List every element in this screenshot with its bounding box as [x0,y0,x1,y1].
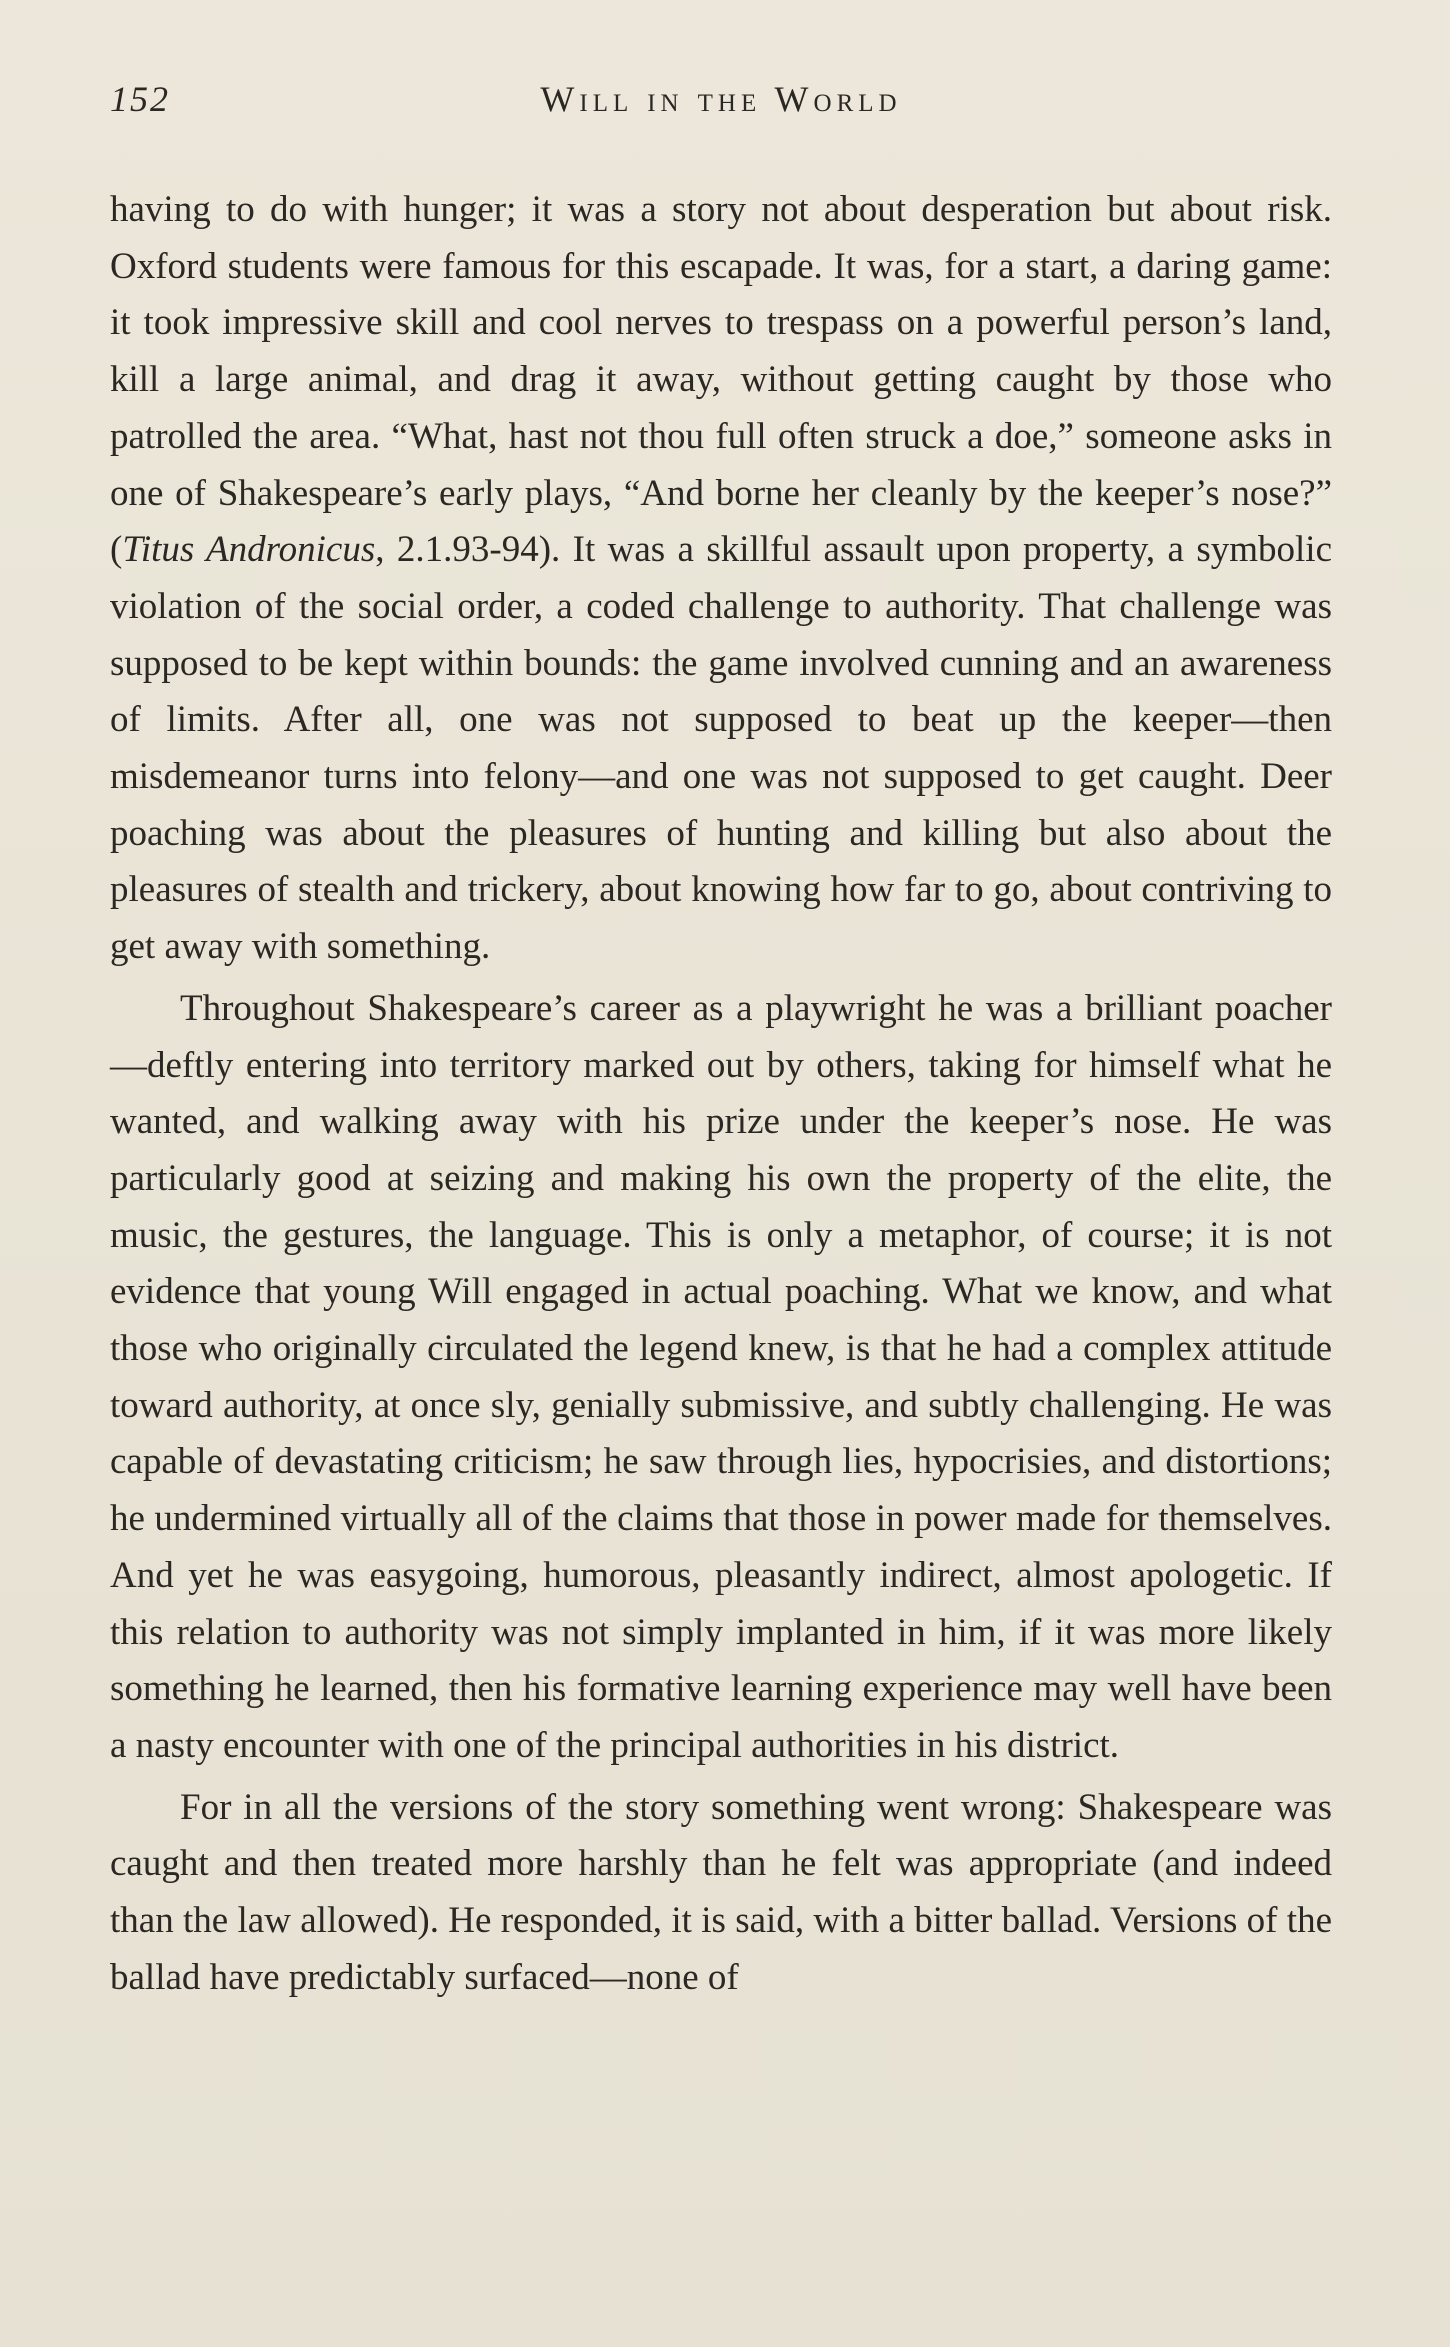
running-head [110,78,1332,128]
book-title: Will in the World [540,79,902,119]
page-number: 152 [110,79,170,119]
play-title-italic: Titus Andronicus [122,529,376,571]
paragraph-1-text-b: , 2.1.93-94). It was a skillful assault upon property, a symbolic violation of the social order, a coded challenge to authority. That challenge was supposed to be kept within bounds: the game involved cunning and an awareness of limits. After all, one was not supposed to beat up the keeper—then misdemeanor turns into felony—and one was not supposed to get caught. Deer poaching was about the pleasures of hunting and killing but also about the pleasures of stealth and trickery, about knowing how far to go, about contriving to get away with something. [110,529,1332,968]
paragraph-3: For in all the versions of the story something went wrong: Shakespeare was caught and then treated more harshly than he felt was appropriate (and indeed than the law allowed). He responded, it is said, with a bitter ballad. Versions of the ballad have predictably surfaced—none of [110,1786,1332,1998]
paragraph-1 [110,182,1332,976]
paragraph-1-text-a: having to do with hunger; it was a story not about desperation but about risk. Oxford students were famous for this escapade. It was, for a start, a daring game: it took impressive skill and cool nerves to trespass on a powerful person’s land, kill a large animal, and drag it away, without getting caught by those who patrolled the area. “What, hast not thou full often struck a doe,” someone asks in one of Shakespeare’s early plays, “And borne her cleanly by the keeper’s nose?” ( [110,189,1332,571]
paragraph-2: Throughout Shakespeare’s career as a playwright he was a brilliant poacher—deftly entering into territory marked out by others, taking for himself what he wanted, and walking away with his prize under the keeper’s nose. He was particularly good at seizing and making his own the property of the elite, the music, the gestures, the language. This is only a metaphor, of course; it is not evidence that young Will engaged in actual poaching. What we know, and what those who originally circulated the legend knew, is that he had a complex attitude toward authority, at once sly, genially submissive, and subtly challenging. He was capable of devastating criticism; he saw through lies, hypocrisies, and distortions; he undermined virtually all of the claims that those in power made for themselves. And yet he was easygoing, humorous, pleasantly indirect, almost apologetic. If this relation to authority was not simply implanted in him, if it was more likely something he learned, then his formative learning experience may well have been a nasty encounter with one of the principal authorities in his district. [110,987,1332,1766]
body-text [110,182,1332,2007]
